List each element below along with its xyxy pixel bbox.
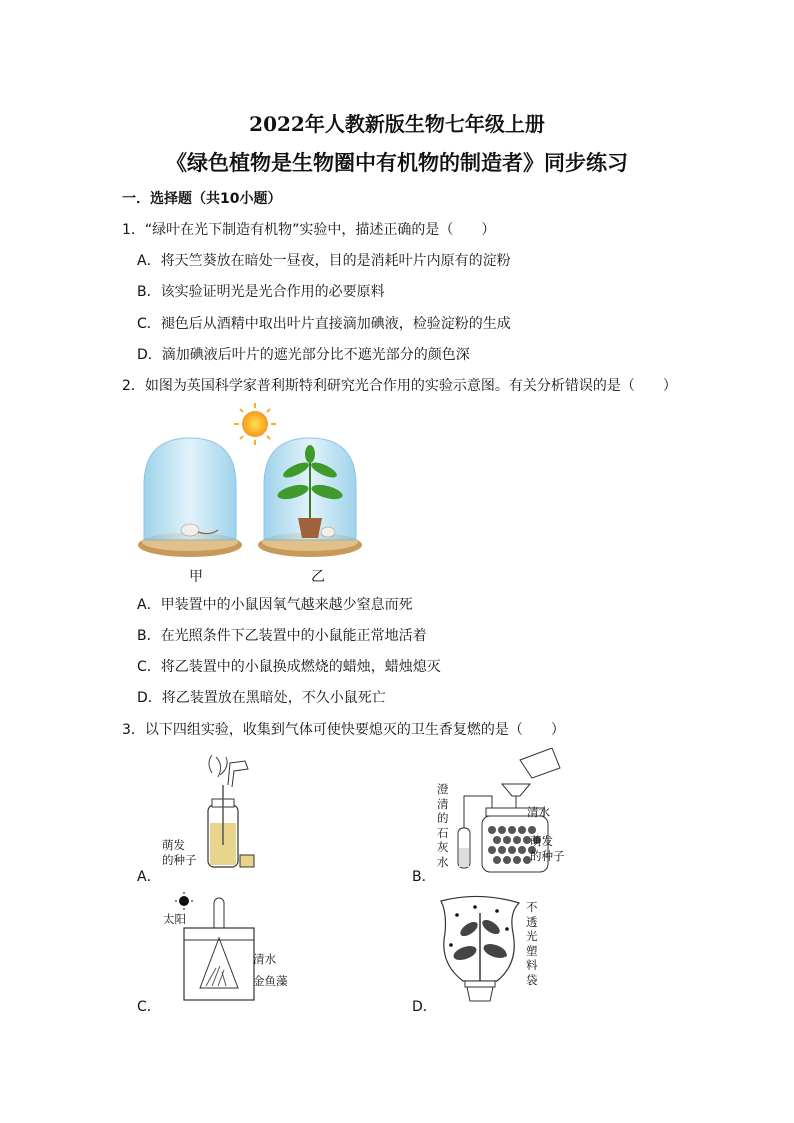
figure-label-yi: 乙 bbox=[311, 569, 325, 585]
question-1-option-d: D．滴加碘液后叶片的遮光部分比不遮光部分的颜色深 bbox=[137, 347, 470, 363]
figure-c-label-plant: 金鱼藻 bbox=[253, 974, 288, 988]
priestley-experiment-figure bbox=[130, 400, 380, 570]
bell-jar-b bbox=[258, 438, 362, 557]
figure-label-jia: 甲 bbox=[189, 569, 203, 585]
question-2-stem: 2．如图为英国科学家普利斯特利研究光合作用的实验示意图。有关分析错误的是（ ） bbox=[122, 378, 677, 394]
question-2-option-c: C．将乙装置中的小鼠换成燃烧的蜡烛，蜡烛熄灭 bbox=[137, 659, 441, 675]
figure-b-label-seeds: 萌发 的种子 bbox=[530, 834, 565, 863]
sun-icon bbox=[175, 892, 193, 910]
page-subtitle: 《绿色植物是生物圈中有机物的制造者》同步练习 bbox=[166, 150, 628, 175]
figure-d-side-label: 不 透 光 塑 料 袋 bbox=[526, 900, 538, 987]
figure-b-label-water: 清水 bbox=[527, 805, 550, 819]
figure-a-seed-jar bbox=[190, 755, 270, 880]
figure-a-letter: A． bbox=[137, 869, 161, 885]
figure-d-letter: D． bbox=[412, 999, 437, 1015]
question-2-option-a: A．甲装置中的小鼠因氧气越来越少窒息而死 bbox=[137, 597, 413, 613]
bell-jar-a bbox=[138, 438, 242, 557]
figure-c-label-sun: 太阳 bbox=[163, 912, 186, 926]
question-2-option-b: B．在光照条件下乙装置中的小鼠能正常地活着 bbox=[137, 628, 427, 644]
question-1-option-a: A．将天竺葵放在暗处一昼夜，目的是消耗叶片内原有的淀粉 bbox=[137, 253, 511, 269]
figure-a-label: 萌发 的种子 bbox=[162, 838, 197, 867]
question-1-option-b: B．该实验证明光是光合作用的必要原料 bbox=[137, 284, 385, 300]
figure-d-bagged-plant bbox=[435, 893, 525, 1005]
question-1-option-c: C．褪色后从酒精中取出叶片直接滴加碘液，检验淀粉的生成 bbox=[137, 316, 511, 332]
sun-icon bbox=[234, 403, 276, 445]
figure-c-letter: C． bbox=[137, 999, 161, 1015]
section-title: 一．选择题（共10小题） bbox=[122, 191, 282, 207]
question-3-stem: 3．以下四组实验，收集到气体可使快要熄灭的卫生香复燃的是（ ） bbox=[122, 722, 565, 738]
question-2-option-d: D．将乙装置放在黑暗处，不久小鼠死亡 bbox=[137, 690, 386, 706]
figure-b-letter: B． bbox=[412, 869, 436, 885]
figure-c-label-water: 清水 bbox=[253, 952, 276, 966]
figure-b-side-label: 澄 清 的 石 灰 水 bbox=[437, 782, 449, 869]
page-title: 2022年人教新版生物七年级上册 bbox=[249, 112, 545, 136]
question-1-stem: 1．“绿叶在光下制造有机物”实验中，描述正确的是（ ） bbox=[122, 222, 496, 238]
